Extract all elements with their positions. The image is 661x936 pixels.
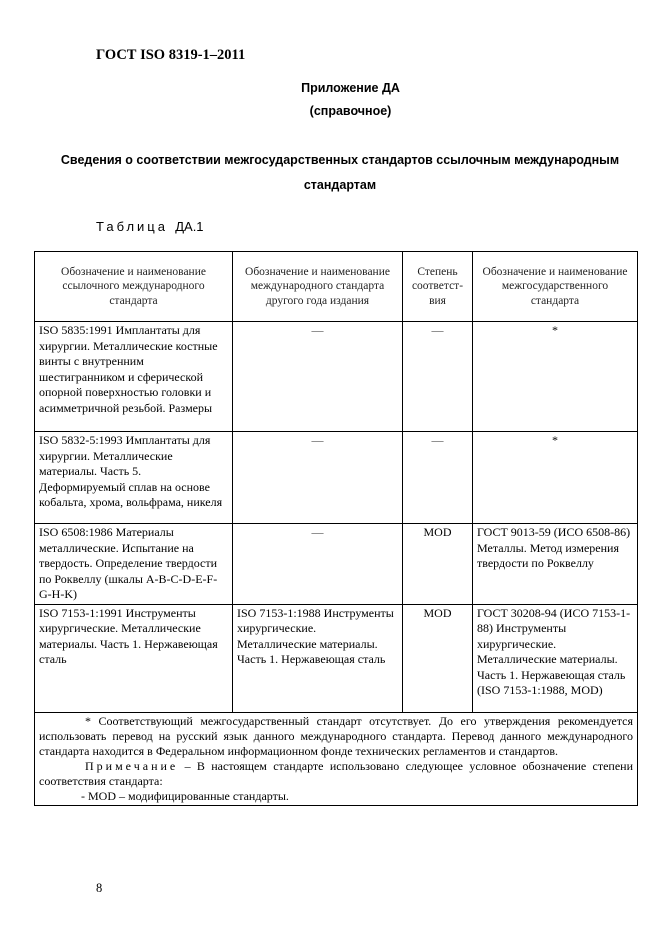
- footnote-text: * Соответствующий межгосударственный стандарт отсутствует. До его утверждения рекомендуется использовать перевод на русский язык данного международного стандарта. Перевод данного международного стандарта находится в Федеральном информационном фонде технических регламентов и стандартов.: [39, 713, 633, 758]
- cell-reference: ISO 6508:1986 Материалы металлические. Испытание на твердость. Определение твердости по Роквеллу (шкалы A-B-C-D-E-F-G-H-K): [35, 524, 233, 605]
- cell-other-edition: ISO 7153-1:1988 Инструменты хирургические. Металлические материалы. Часть 1. Нержавеющая сталь: [233, 604, 403, 712]
- page-number: 8: [96, 881, 103, 895]
- col-header-degree: Степень соответст-вия: [403, 252, 473, 322]
- table-label: [96, 219, 204, 234]
- table-row: [35, 604, 638, 712]
- section-heading: Сведения о соответствии межгосударственных стандартов ссылочным международным стандартам: [60, 153, 620, 192]
- cell-degree: MOD: [403, 604, 473, 712]
- note-text: – В настоящем стандарте использовано следующее условное обозначение степени соответствия стандарта:: [39, 758, 634, 788]
- note-word: Примечание: [85, 758, 179, 773]
- annex-subtitle: (справочное): [309, 104, 392, 118]
- table-row: [35, 432, 638, 524]
- table-header-row: [35, 252, 638, 322]
- col-header-interstate: Обозначение и наименование межгосударственного стандарта: [473, 252, 638, 322]
- cell-other-edition: —: [233, 322, 403, 432]
- cell-interstate: *: [473, 322, 638, 432]
- cell-interstate: *: [473, 432, 638, 524]
- cell-reference: ISO 5832-5:1993 Имплантаты для хирургии. Металлические материалы. Часть 5. Деформируемый сплав на основе кобальта, хрома, вольфрама, никеля: [35, 432, 233, 524]
- table-note-cell: [35, 712, 638, 805]
- table-row: [35, 524, 638, 605]
- table-label-number: ДА.1: [175, 219, 204, 234]
- standard-code: ГОСТ ISO 8319-1–2011: [96, 47, 246, 63]
- note-paragraph: [39, 759, 633, 789]
- cell-other-edition: —: [233, 524, 403, 605]
- cell-reference: ISO 5835:1991 Имплантаты для хирургии. Металлические костные винты с внутренним шестигранником и сферической опорной поверхностью головки и асимметричной резьбой. Размеры: [35, 322, 233, 432]
- cell-interstate: ГОСТ 30208-94 (ИСО 7153-1-88) Инструменты хирургические. Металлические материалы. Часть 1. Нержавеющая сталь (ISO 7153-1:1988, MOD): [473, 604, 638, 712]
- cell-degree: —: [403, 322, 473, 432]
- correspondence-table: [34, 251, 638, 806]
- cell-interstate: ГОСТ 9013-59 (ИСО 6508-86) Металлы. Метод измерения твердости по Роквеллу: [473, 524, 638, 605]
- col-header-other-edition: Обозначение и наименование международного стандарта другого года издания: [233, 252, 403, 322]
- cell-degree: MOD: [403, 524, 473, 605]
- cell-other-edition: —: [233, 432, 403, 524]
- annex-title: Приложение ДА: [301, 81, 400, 95]
- note-item: - MOD – модифицированные стандарты.: [81, 788, 289, 803]
- cell-degree: —: [403, 432, 473, 524]
- cell-reference: ISO 7153-1:1991 Инструменты хирургические. Металлические материалы. Часть 1. Нержавеющая сталь: [35, 604, 233, 712]
- table-note-row: [35, 712, 638, 805]
- table-row: [35, 322, 638, 432]
- table-label-word: Таблица: [96, 219, 168, 234]
- col-header-reference: Обозначение и наименование ссылочного международного стандарта: [35, 252, 233, 322]
